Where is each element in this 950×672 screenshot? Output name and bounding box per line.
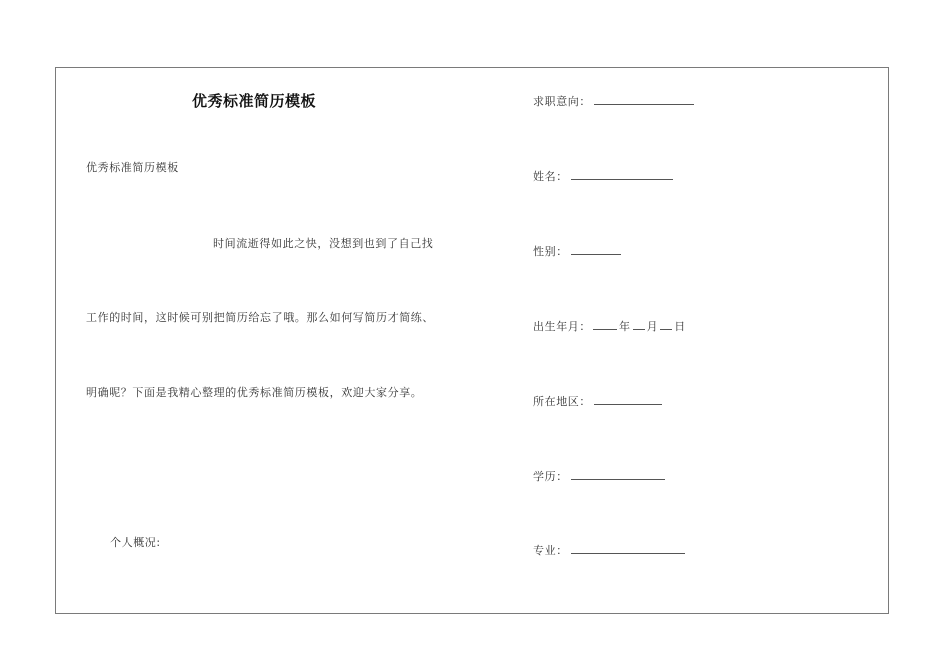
name-blank[interactable] xyxy=(571,170,673,180)
paragraph-line-2: 工作的时间，这时候可别把简历给忘了哦。那么如何写简历才简练、 xyxy=(86,311,434,324)
education-label: 学历： xyxy=(533,470,568,483)
birth-label: 出生年月： xyxy=(533,320,591,333)
region-blank[interactable] xyxy=(594,395,662,405)
document-subtitle: 优秀标准简历模板 xyxy=(86,161,179,174)
section-personal-heading: 个人概况: xyxy=(110,536,161,549)
gender-blank[interactable] xyxy=(571,245,621,255)
document-page xyxy=(55,67,889,614)
major-blank[interactable] xyxy=(571,544,685,554)
paragraph-line-1: 时间流逝得如此之快，没想到也到了自己找 xyxy=(213,237,434,250)
job-intent-field xyxy=(533,93,694,109)
birth-day-label: 日 xyxy=(674,320,686,333)
birth-month-blank[interactable] xyxy=(633,320,645,330)
name-field xyxy=(533,168,673,184)
document-title: 优秀标准简历模板 xyxy=(192,92,317,110)
major-label: 专业： xyxy=(533,544,568,557)
education-blank[interactable] xyxy=(571,470,665,480)
birth-day-blank[interactable] xyxy=(660,320,672,330)
education-field xyxy=(533,468,665,484)
gender-field xyxy=(533,243,621,259)
region-label: 所在地区： xyxy=(533,395,591,408)
gender-label: 性别： xyxy=(533,245,568,258)
job-intent-blank[interactable] xyxy=(594,95,694,105)
birth-year-blank[interactable] xyxy=(593,320,617,330)
major-field xyxy=(533,542,685,558)
birth-year-label: 年 xyxy=(619,320,631,333)
job-intent-label: 求职意向： xyxy=(533,95,591,108)
name-label: 姓名： xyxy=(533,170,568,183)
region-field xyxy=(533,393,662,409)
birth-field xyxy=(533,318,686,334)
paragraph-line-3: 明确呢？下面是我精心整理的优秀标准简历模板，欢迎大家分享。 xyxy=(86,386,423,399)
birth-month-label: 月 xyxy=(646,320,659,333)
